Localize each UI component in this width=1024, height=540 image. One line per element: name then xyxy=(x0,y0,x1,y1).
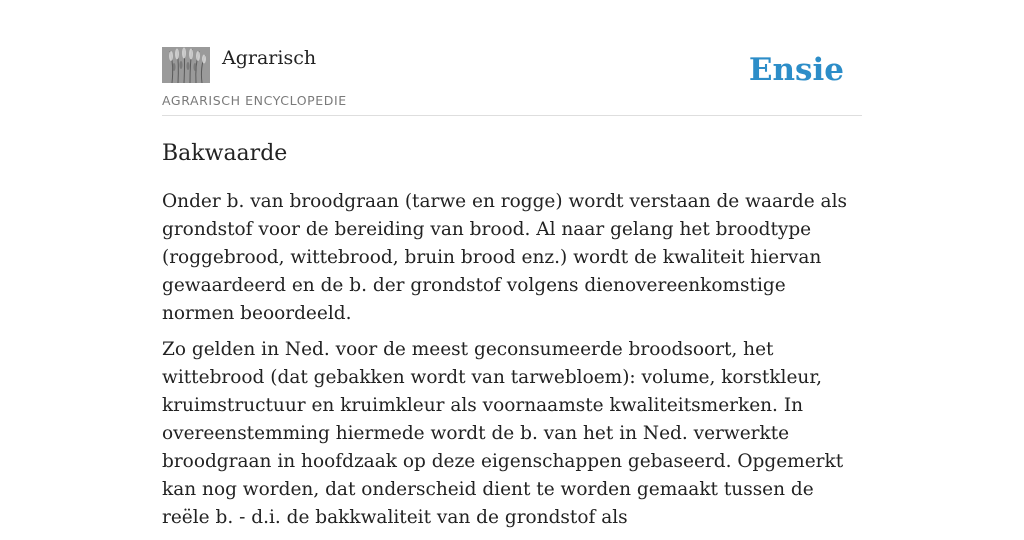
source-header xyxy=(162,44,862,116)
ensie-logo[interactable]: Ensie xyxy=(748,52,844,88)
source-tagline: AGRARISCH ENCYCLOPEDIE xyxy=(162,93,347,108)
wheat-ears-icon xyxy=(162,47,210,83)
article-title: Bakwaarde xyxy=(162,141,288,166)
article-paragraph: Onder b. van broodgraan (tarwe en rogge) wordt verstaan de waarde als grondstof voor de bereiding van brood. Al naar gelang het broodtype (roggebrood, wittebrood, bruin brood enz.) wordt de kwaliteit hiervan gewaardeerd en de b. der grondstof volgens dienovereenkomstige normen beoordeeld. xyxy=(162,191,847,324)
article xyxy=(162,138,862,540)
article-paragraph: Zo gelden in Ned. voor de meest geconsumeerde broodsoort, het wittebrood (dat gebakken wordt van tarwebloem): volume, korstkleur, kruimstructuur en kruimkleur als voornaamste kwaliteitsmerken. In overeenstemming hiermede wordt de b. van het in Ned. verwerkte broodgraan in hoofdzaak op deze eigenschappen gebaseerd. Opgemerkt kan nog worden, dat onderscheid dient te worden gemaakt tussen de reële b. - d.i. de bakkwaliteit van de grondstof als xyxy=(162,339,844,528)
source-name-link[interactable]: Agrarisch xyxy=(222,47,317,69)
source-avatar[interactable] xyxy=(162,47,210,83)
